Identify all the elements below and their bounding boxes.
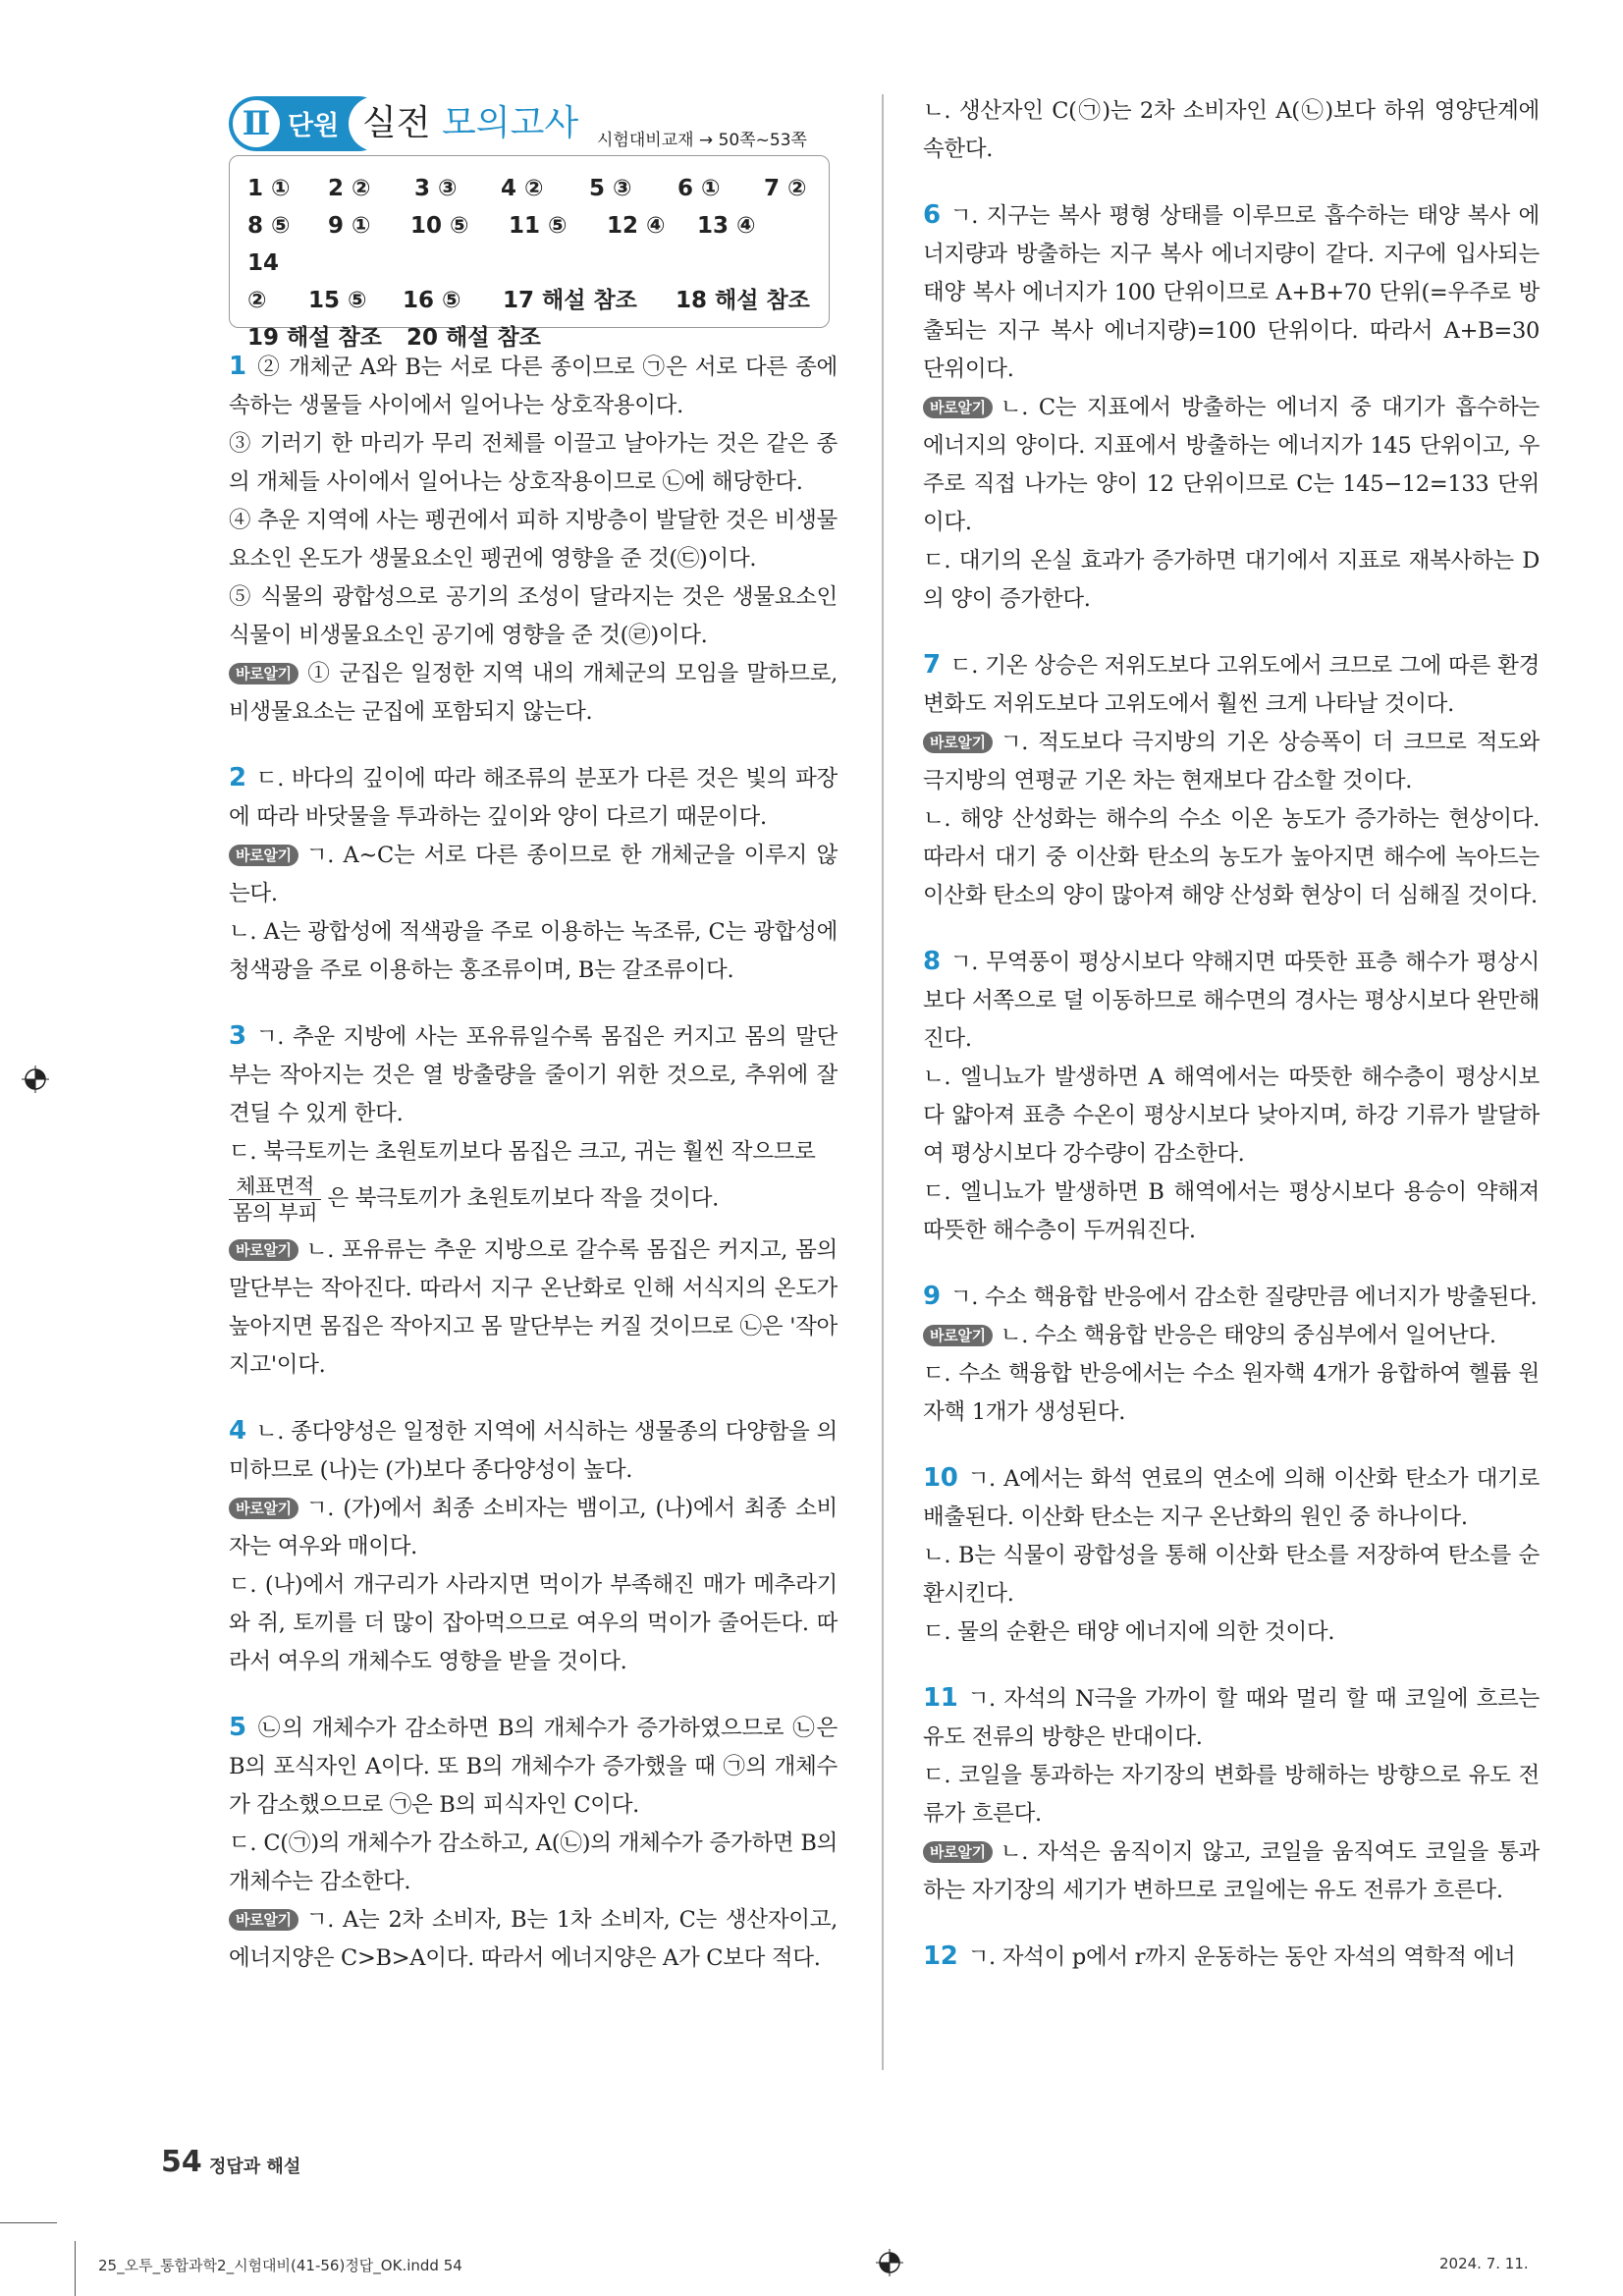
paragraph: ㄷ. 물의 순환은 태양 에너지에 의한 것이다. (923, 1619, 1335, 1645)
text: ㄱ. 자석이 p에서 r까지 운동하는 동안 자석의 역학적 에너 (967, 1944, 1516, 1970)
answer-item: 13 ④ (697, 213, 756, 239)
correction-tag: 바로알기 (229, 845, 298, 866)
text: 은 북극토끼가 초원토끼보다 작을 것이다. (327, 1185, 719, 1212)
paragraph: ㄴ. A는 광합성에 적색광을 주로 이용하는 녹조류, C는 광합성에 청색광을 주로 이용하는 홍조류이며, B는 갈조류이다. (229, 919, 838, 983)
answer-item: 2 ② (328, 176, 371, 201)
question-number: 5 (229, 1713, 246, 1742)
page-number: 54 (161, 2145, 202, 2179)
answer-item: ② (247, 288, 267, 313)
text: ① 군집은 일정한 지역 내의 개체군의 모임을 말하므로, 비생물요소는 군집에 포함되지 않는다. (229, 661, 838, 725)
answer-item: 5 ③ (589, 176, 632, 201)
question-12 (923, 1938, 1540, 1977)
question-3 (229, 1017, 838, 1385)
paragraph (923, 1679, 1540, 1757)
text: ㄱ. 지구는 복사 평형 상태를 이루므로 흡수하는 태양 복사 에너지량과 방출하는 지구 복사 에너지량이 같다. 지구에 입사되는 태양 복사 에너지가 100 단위이므로 A+B+70 단위(=우주로 방출되는 지구 복사 에너지량)=100 단위이다. 따라서 A+B=30 단위이다. (923, 203, 1540, 382)
paragraph (923, 1833, 1540, 1910)
paragraph (923, 724, 1540, 800)
question-9 (923, 1278, 1540, 1432)
title-part-a: 실전 (362, 103, 431, 143)
text: ㉡의 개체수가 감소하면 B의 개체수가 증가하였으므로 ㉡은 B의 포식자인 A이다. 또 B의 개체수가 증가했을 때 ㉠의 개체수가 감소했으므로 ㉠은 B의 피식자인 C이다. (229, 1716, 838, 1818)
question-7 (923, 646, 1540, 915)
answer-row (247, 207, 817, 282)
answer-item: 12 ④ (607, 213, 666, 239)
paragraph (923, 196, 1540, 389)
left-column (229, 348, 838, 2005)
paragraph: ㄷ. C(㉠)의 개체수가 감소하고, A(㉡)의 개체수가 증가하면 B의 개체수는 감소한다. (229, 1831, 838, 1894)
correction-tag: 바로알기 (229, 663, 298, 684)
paragraph (229, 348, 838, 425)
answer-item: 3 ③ (414, 176, 458, 201)
question-number: 4 (229, 1416, 246, 1446)
paragraph: ㄷ. 엘니뇨가 발생하면 B 해역에서는 평상시보다 용승이 약해져 따뜻한 해수층이 두꺼워진다. (923, 1179, 1540, 1243)
text: ㄱ. 무역풍이 평상시보다 약해지면 따뜻한 표층 해수가 평상시보다 서쪽으로 덜 이동하므로 해수면의 경사는 평상시보다 완만해진다. (923, 950, 1540, 1052)
question-number: 10 (923, 1463, 958, 1493)
question-10 (923, 1459, 1540, 1652)
paragraph (923, 1317, 1540, 1355)
fraction-denominator: 몸의 부피 (233, 1201, 318, 1225)
question-6 (923, 196, 1540, 619)
answer-row (247, 282, 817, 319)
correction-tag: 바로알기 (923, 397, 993, 418)
question-number: 6 (923, 200, 941, 230)
answer-item: 6 ① (677, 176, 721, 201)
paragraph: ④ 추운 지역에 사는 펭귄에서 피하 지방층이 발달한 것은 비생물요소인 온도가 생물요소인 펭귄에 영향을 준 것(㉢)이다. (229, 508, 838, 572)
question-number: 2 (229, 763, 246, 793)
answer-item: 9 ① (328, 213, 371, 239)
text: ㄱ. 수소 핵융합 반응에서 감소한 질량만큼 에너지가 방출된다. (949, 1285, 1538, 1310)
text: ㄴ. 포유류는 추운 지방으로 갈수록 몸집은 커지고, 몸의 말단부는 작아진다. 따라서 지구 온난화로 인해 서식지의 온도가 높아지면 몸집은 작아지고 몸 말단부는 커질 것이므로 ㉡은 '작아지고'이다. (229, 1237, 838, 1378)
paragraph: ㄷ. 대기의 온실 효과가 증가하면 대기에서 지표로 재복사하는 D의 양이 증가한다. (923, 548, 1540, 612)
unit-label: 단원 (288, 111, 340, 141)
correction-tag: 바로알기 (923, 1325, 993, 1346)
correction-tag: 바로알기 (923, 732, 993, 753)
column-divider (882, 94, 884, 2070)
answer-item: 11 ⑤ (509, 213, 568, 239)
answer-item: 10 ⑤ (410, 213, 469, 239)
paragraph (923, 1938, 1540, 1977)
text: ㄱ. 자석의 N극을 가까이 할 때와 멀리 할 때 코일에 흐르는 유도 전류의 방향은 반대이다. (923, 1686, 1540, 1750)
question-1 (229, 348, 838, 732)
question-5-continued (923, 92, 1540, 169)
text: ㄷ. 바다의 깊이에 따라 해조류의 분포가 다른 것은 빛의 파장에 따라 바닷물을 투과하는 깊이와 양이 다르기 때문이다. (229, 766, 838, 830)
paragraph: ㄷ. 코일을 통과하는 자기장의 변화를 방해하는 방향으로 유도 전류가 흐른다. (923, 1763, 1540, 1827)
paragraph: ㄷ. (나)에서 개구리가 사라지면 먹이가 부족해진 매가 메추라기와 쥐, 토끼를 더 많이 잡아먹으므로 여우의 먹이가 줄어든다. 따라서 여우의 개체수도 영향을 받을 것이다. (229, 1572, 838, 1674)
text: ㄷ. 기온 상승은 저위도보다 고위도에서 크므로 그에 따른 환경 변화도 저위도보다 고위도에서 훨씬 크게 나타날 것이다. (923, 653, 1540, 717)
text: ㄱ. (가)에서 최종 소비자는 뱀이고, (나)에서 최종 소비자는 여우와 매이다. (229, 1496, 838, 1559)
text: ㄴ. 수소 핵융합 반응은 태양의 중심부에서 일어난다. (1000, 1323, 1496, 1348)
paragraph: ㄷ. 북극토끼는 초원토끼보다 몸집은 크고, 귀는 훨씬 작으므로 (229, 1139, 816, 1165)
answer-item: 15 ⑤ (308, 288, 367, 313)
question-number: 11 (923, 1683, 958, 1713)
paragraph: ㄴ. 엘니뇨가 발생하면 A 해역에서는 따뜻한 해수층이 평상시보다 얇아져 표층 수온이 평상시보다 낮아지며, 하강 기류가 발달하여 평상시보다 강수량이 감소한다. (923, 1065, 1540, 1167)
answer-item: 19 해설 참조 (247, 325, 382, 351)
crop-mark (0, 2222, 57, 2223)
answer-item: 20 해설 참조 (406, 325, 541, 351)
footer-section-label: 정답과 해설 (209, 2157, 301, 2177)
text: ㄴ. 종다양성은 일정한 지역에 서식하는 생물종의 다양함을 의미하므로 (나)는 (가)보다 종다양성이 높다. (229, 1419, 838, 1483)
text: ㄱ. 적도보다 극지방의 기온 상승폭이 더 크므로 적도와 극지방의 연평균 기온 차는 현재보다 감소할 것이다. (923, 730, 1540, 793)
fraction-numerator: 체표면적 (229, 1174, 321, 1200)
paragraph (229, 1412, 838, 1490)
answer-item: 1 ① (247, 176, 291, 201)
text: ㄴ. C는 지표에서 방출하는 에너지 중 대기가 흡수하는 에너지의 양이다. 지표에서 방출하는 에너지가 145 단위이고, 우주로 직접 나가는 양이 12 단위이므로 C는 145−12=133 단위이다. (923, 395, 1540, 535)
answer-item: 17 해설 참조 (503, 288, 637, 313)
paragraph (229, 1901, 838, 1978)
textbook-reference: 시험대비교재 → 50쪽~53쪽 (597, 131, 807, 150)
paragraph (229, 1231, 838, 1385)
correction-tag: 바로알기 (923, 1841, 993, 1863)
paragraph-with-fraction (229, 1174, 838, 1226)
unit-roman-numeral: Ⅱ (233, 100, 280, 147)
question-5 (229, 1709, 838, 1978)
paragraph (229, 837, 838, 913)
question-number: 12 (923, 1941, 958, 1971)
text: ㄱ. A에서는 화석 연료의 연소에 의해 이산화 탄소가 대기로 배출된다. 이산화 탄소는 지구 온난화의 원인 중 하나이다. (923, 1466, 1540, 1530)
question-number: 9 (923, 1282, 941, 1311)
paragraph (923, 943, 1540, 1059)
answer-item: 14 (247, 250, 280, 276)
paragraph: ㄴ. 생산자인 C(㉠)는 2차 소비자인 A(㉡)보다 하위 영양단계에 속한다. (923, 98, 1540, 162)
registration-mark-icon (22, 1066, 49, 1093)
question-number: 1 (229, 352, 246, 381)
paragraph (229, 759, 838, 837)
fraction (229, 1174, 321, 1226)
answer-key-grid (247, 170, 817, 356)
paragraph (229, 1709, 838, 1825)
text: ② 개체군 A와 B는 서로 다른 종이므로 ㉠은 서로 다른 종에 속하는 생물들 사이에서 일어나는 상호작용이다. (229, 355, 838, 418)
paragraph (923, 389, 1540, 542)
question-4 (229, 1412, 838, 1681)
paragraph: ③ 기러기 한 마리가 무리 전체를 이끌고 날아가는 것은 같은 종의 개체들 사이에서 일어나는 상호작용이므로 ㉡에 해당한다. (229, 431, 838, 495)
correction-tag: 바로알기 (229, 1909, 298, 1931)
print-file-name: 25_오투_통합과학2_시험대비(41-56)정답_OK.indd 54 (98, 2257, 462, 2274)
question-11 (923, 1679, 1540, 1910)
paragraph: ⑤ 식물의 광합성으로 공기의 조성이 달라지는 것은 생물요소인 식물이 비생물요소인 공기에 영향을 준 것(㉣)이다. (229, 584, 838, 648)
paragraph (229, 1490, 838, 1566)
paragraph: ㄷ. 수소 핵융합 반응에서는 수소 원자핵 4개가 융합하여 헬륨 원자핵 1개가 생성된다. (923, 1361, 1540, 1425)
text: ㄱ. A~C는 서로 다른 종이므로 한 개체군을 이루지 않는다. (229, 843, 838, 906)
paragraph (923, 1459, 1540, 1537)
paragraph: ㄴ. 해양 산성화는 해수의 수소 이온 농도가 증가하는 현상이다. 따라서 대기 중 이산화 탄소의 농도가 높아지면 해수에 녹아드는 이산화 탄소의 양이 많아져 해양 산성화 현상이 더 심해질 것이다. (923, 806, 1540, 908)
print-date: 2024. 7. 11. (1439, 2255, 1529, 2272)
question-number: 8 (923, 947, 941, 976)
paragraph (923, 646, 1540, 724)
answer-item: 7 ② (764, 176, 807, 201)
title-part-b: 모의고사 (442, 103, 579, 143)
section-title (349, 96, 592, 151)
answer-key-box (229, 155, 830, 351)
correction-tag: 바로알기 (229, 1498, 298, 1519)
text: ㄱ. 추운 지방에 사는 포유류일수록 몸집은 커지고 몸의 말단부는 작아지는 것은 열 방출량을 줄이기 위한 것으로, 추위에 잘 견딜 수 있게 한다. (229, 1024, 838, 1126)
answer-item: 4 ② (501, 176, 544, 201)
question-8 (923, 943, 1540, 1250)
paragraph: ㄴ. B는 식물이 광합성을 통해 이산화 탄소를 저장하여 탄소를 순환시킨다. (923, 1543, 1540, 1607)
text: ㄴ. 자석은 움직이지 않고, 코일을 움직여도 코일을 통과하는 자기장의 세기가 변하므로 코일에는 유도 전류가 흐른다. (923, 1839, 1540, 1903)
question-number: 7 (923, 650, 941, 680)
right-column (923, 92, 1540, 2004)
text: ㄱ. A는 2차 소비자, B는 1차 소비자, C는 생산자이고, 에너지양은 C>B>A이다. 따라서 에너지양은 A가 C보다 적다. (229, 1907, 838, 1971)
answer-row (247, 170, 817, 207)
question-2 (229, 759, 838, 990)
correction-tag: 바로알기 (229, 1239, 298, 1261)
answer-item: 8 ⑤ (247, 213, 291, 239)
crop-mark (75, 2241, 76, 2296)
question-number: 3 (229, 1021, 246, 1051)
paragraph (923, 1278, 1540, 1317)
answer-item: 18 해설 참조 (676, 288, 810, 313)
section-header (229, 96, 818, 153)
paragraph (229, 1017, 838, 1133)
answer-item: 16 ⑤ (403, 288, 461, 313)
paragraph (229, 655, 838, 732)
registration-mark-icon (876, 2249, 903, 2276)
